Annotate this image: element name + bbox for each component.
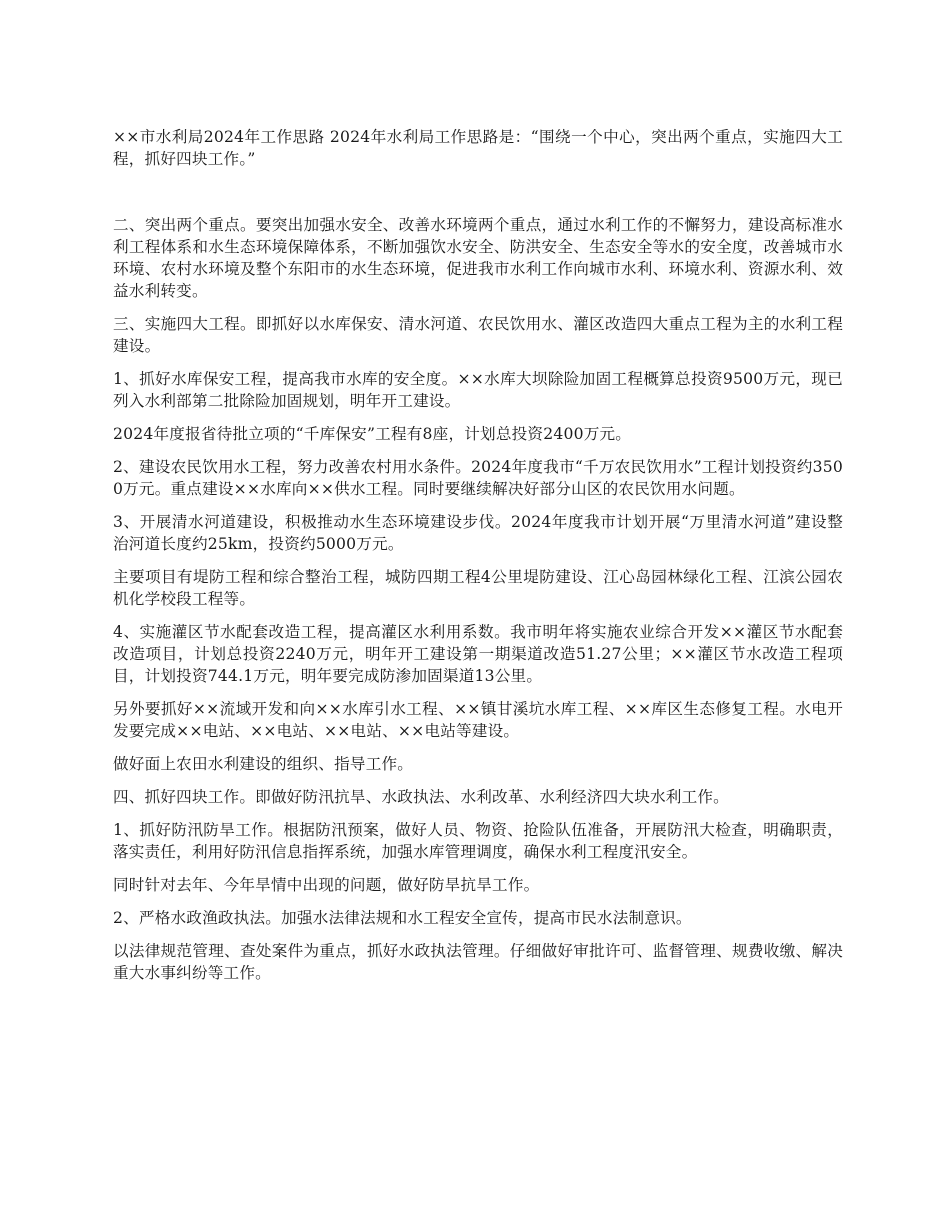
paragraph-clean-rivers: 3、开展清水河道建设，积极推动水生态环境建设步伐。2024年度我市计划开展“万里清水河道”建设整治河道长度约25km，投资约5000万元。 [113,513,843,553]
paragraph-main-projects: 主要项目有堤防工程和综合整治工程，城防四期工程4公里堤防建设、江心岛园林绿化工程、江滨公园农机化学校段工程等。 [113,568,843,608]
paragraph-focus-two-points: 二、突出两个重点。要突出加强水安全、改善水环境两个重点，通过水利工作的不懈努力，建设高标准水利工程体系和水生态环境保障体系，不断加强饮水安全、防洪安全、生态安全等水的安全度，改善城市水环境、农村水环境及整个东阳市的水生态环境，促进我市水利工作向城市水利、环境水利、资源水利、效益水利转变。 [113,216,843,300]
paragraph-regulation: 以法律规范管理、查处案件为重点，抓好水政执法管理。仔细做好审批许可、监督管理、规费收缴、解决重大水事纠纷等工作。 [113,942,843,982]
paragraph-law-enforcement: 2、严格水政渔政执法。加强水法律法规和水工程安全宣传，提高市民水法制意识。 [113,909,692,927]
paragraph-drought: 同时针对去年、今年旱情中出现的问题，做好防旱抗旱工作。 [113,876,540,894]
paragraph-flood-control: 1、抓好防汛防旱工作。根据防汛预案，做好人员、物资、抢险队伍准备，开展防汛大检查，明确职责，落实责任，利用好防汛信息指挥系统，加强水库管理调度，确保水利工程度汛安全。 [113,821,843,861]
intro-paragraph: ××市水利局2024年工作思路 2024年水利局工作思路是：“围绕一个中心，突出两个重点，实施四大工程，抓好四块工作。” [113,128,843,168]
document-body [113,126,843,995]
paragraph-reservoir-safety: 1、抓好水库保安工程，提高我市水库的安全度。××水库大坝除险加固工程概算总投资9500万元，现已列入水利部第二批除险加固规划，明年开工建设。 [113,370,843,410]
paragraph-four-projects: 三、实施四大工程。即抓好以水库保安、清水河道、农民饮用水、灌区改造四大重点工程为主的水利工程建设。 [113,315,843,355]
paragraph-farmland: 做好面上农田水利建设的组织、指导工作。 [113,755,414,773]
paragraph-basin-development: 另外要抓好××流域开发和向××水库引水工程、××镇甘溪坑水库工程、××库区生态修复工程。水电开发要完成××电站、××电站、××电站、××电站等建设。 [113,700,843,740]
paragraph-irrigation: 4、实施灌区节水配套改造工程，提高灌区水利用系数。我市明年将实施农业综合开发××灌区节水配套改造项目，计划总投资2240万元，明年开工建设第一期渠道改造51.27公里；××灌区节水改造工程项目，计划投资744.1万元，明年要完成防渗加固渠道13公里。 [113,623,843,685]
paragraph-reservoir-approval: 2024年度报省待批立项的“千库保安”工程有8座，计划总投资2400万元。 [113,425,632,443]
paragraph-drinking-water: 2、建设农民饮用水工程，努力改善农村用水条件。2024年度我市“千万农民饮用水”工程计划投资约3500万元。重点建设××水库向××供水工程。同时要继续解决好部分山区的农民饮用水问题。 [113,458,843,498]
paragraph-four-tasks: 四、抓好四块工作。即做好防汛抗旱、水政执法、水利改革、水利经济四大块水利工作。 [113,788,729,806]
